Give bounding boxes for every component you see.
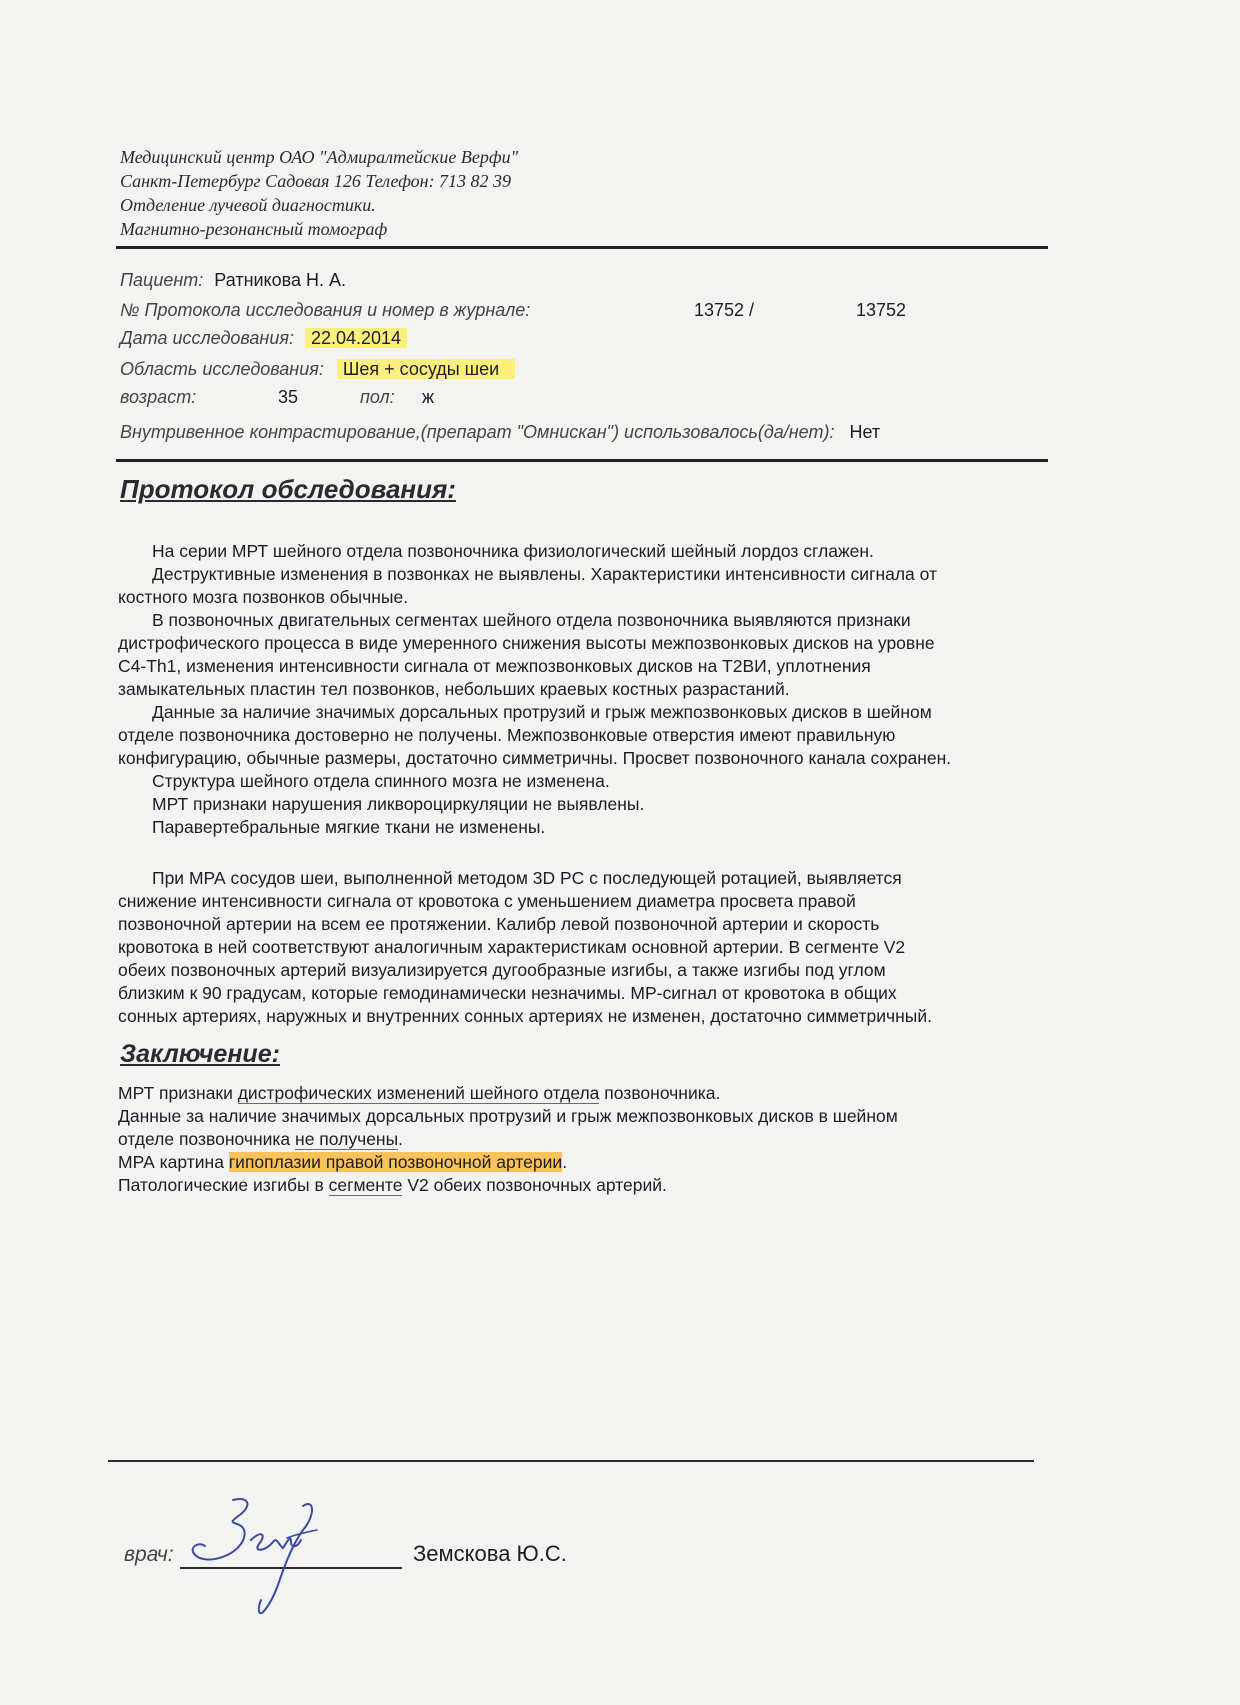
conclusion-text-part: позвоночника.	[599, 1083, 721, 1103]
date-label: Дата исследования:	[120, 328, 294, 348]
sex-label: пол:	[360, 387, 395, 407]
info-divider	[116, 459, 1048, 462]
contrast-row	[120, 422, 880, 443]
area-row	[120, 359, 515, 380]
highlighted-text: гипоплазии правой позвоночной артерии	[228, 1152, 563, 1172]
doctor-label: врач:	[124, 1543, 174, 1566]
mra-line: сонных артериях, наружных и внутренних сонных артериях не изменен, достаточно симметричный.	[118, 1006, 932, 1026]
patient-age: 35	[278, 387, 299, 407]
mrt-line: Деструктивные изменения в позвонках не выявлены. Характеристики интенсивности сигнала от	[152, 564, 938, 584]
mrt-line: Структура шейного отдела спинного мозга не изменена.	[152, 771, 610, 791]
doctor-name: Земскова Ю.С.	[413, 1541, 567, 1566]
mrt-line: Данные за наличие значимых дорсальных протрузий и грыж межпозвонковых дисков в шейном	[152, 702, 932, 722]
mrt-line: костного мозга позвонков обычные.	[118, 587, 409, 607]
exam-area: Шея + сосуды шеи	[337, 359, 515, 379]
exam-date: 22.04.2014	[305, 328, 407, 348]
conclusion-text	[118, 1082, 1098, 1197]
conclusion-text-part: .	[398, 1129, 404, 1149]
underlined-text: сегменте	[328, 1175, 403, 1195]
patient-name: Ратникова Н. А.	[214, 270, 347, 290]
mra-line: близким к 90 градусам, которые гемодинамически незначимы. МР-сигнал от кровотока в общих	[118, 983, 897, 1003]
clinic-equipment: Магнитно-резонансный томограф	[120, 219, 388, 239]
mrt-line: В позвоночных двигательных сегментах шейного отдела позвоночника выявляются признаки	[152, 610, 911, 630]
patient-label: Пациент:	[120, 270, 204, 290]
mra-line: снижение интенсивности сигнала от кровотока с уменьшением диаметра просвета правой	[118, 891, 856, 911]
clinic-name: Медицинский центр ОАО "Адмиралтейские Верфи"	[120, 147, 519, 167]
clinic-department: Отделение лучевой диагностики.	[120, 195, 376, 215]
underlined-text: дистрофических изменений шейного отдела	[237, 1083, 600, 1103]
mra-line: При МРА сосудов шеи, выполненной методом 3D PC с последующей ротацией, выявляется	[152, 868, 902, 888]
patient-sex: ж	[422, 387, 435, 407]
mrt-line: На серии МРТ шейного отдела позвоночника физиологический шейный лордоз сглажен.	[152, 541, 874, 561]
underlined-text: не получены	[295, 1129, 399, 1149]
conclusion-line	[118, 1082, 1098, 1105]
contrast-label: Внутривенное контрастирование,(препарат "Омнискан") использовалось(да/нет):	[120, 422, 835, 442]
conclusion-text-part: МРТ признаки	[118, 1083, 238, 1103]
protocol-label: № Протокола исследования и номер в журнале:	[120, 300, 531, 320]
protocol-row	[120, 300, 1040, 321]
mra-line: позвоночной артерии на всем ее протяжении. Калибр левой позвоночной артерии и скорость	[118, 914, 880, 934]
clinic-address: Санкт-Петербург Садовая 126 Телефон: 713 82 39	[120, 171, 512, 191]
mra-line: кровотока в ней соответствуют аналогичным характеристикам основной артерии. В сегменте V2	[118, 937, 906, 957]
conclusion-text-part: Патологические изгибы в	[118, 1175, 329, 1195]
mrt-line: замыкательных пластин тел позвонков, небольших краевых костных разрастаний.	[118, 679, 790, 699]
mra-line: обеих позвоночных артерий визуализируется дугообразные изгибы, а также изгибы под углом	[118, 960, 886, 980]
conclusion-text-part: V2 обеих позвоночных артерий.	[402, 1175, 667, 1195]
protocol-title: Протокол обследования:	[120, 474, 456, 504]
area-label: Область исследования:	[120, 359, 324, 379]
conclusion-line: Данные за наличие значимых дорсальных протрузий и грыж межпозвонковых дисков в шейном	[118, 1106, 898, 1126]
mrt-line: дистрофического процесса в виде умеренного снижения высоты межпозвонковых дисков на уровне	[118, 633, 935, 653]
mra-findings	[118, 867, 1098, 1028]
contrast-value: Нет	[849, 422, 881, 442]
mrt-line: Паравертебральные мягкие ткани не изменены.	[152, 817, 546, 837]
conclusion-line	[118, 1151, 1098, 1174]
handwritten-signature	[175, 1490, 335, 1620]
footer-divider	[108, 1460, 1034, 1462]
conclusion-title: Заключение:	[120, 1040, 280, 1068]
protocol-number: 13752 /	[694, 300, 755, 320]
clinic-header	[120, 145, 820, 241]
mrt-line: конфигурацию, обычные размеры, достаточно симметричны. Просвет позвоночного канала сохранен.	[118, 748, 952, 768]
header-divider	[116, 246, 1048, 249]
conclusion-line	[118, 1128, 1098, 1151]
conclusion-line	[118, 1174, 1098, 1197]
conclusion-text-part: .	[562, 1152, 568, 1172]
mrt-line: отделе позвоночника достоверно не получены. Межпозвонковые отверстия имеют правильную	[118, 725, 896, 745]
age-sex-row	[120, 387, 435, 408]
mrt-findings	[118, 540, 1098, 839]
mrt-line: МРТ признаки нарушения ликвороциркуляции не выявлены.	[152, 794, 645, 814]
date-row	[120, 328, 407, 349]
journal-number: 13752	[856, 300, 907, 320]
age-label: возраст:	[120, 387, 197, 407]
conclusion-text-part: МРА картина	[118, 1152, 229, 1172]
patient-row	[120, 270, 346, 291]
mrt-line: C4-Th1, изменения интенсивности сигнала от межпозвонковых дисков на T2ВИ, уплотнения	[118, 656, 871, 676]
conclusion-text-part: отделе позвоночника	[118, 1129, 296, 1149]
